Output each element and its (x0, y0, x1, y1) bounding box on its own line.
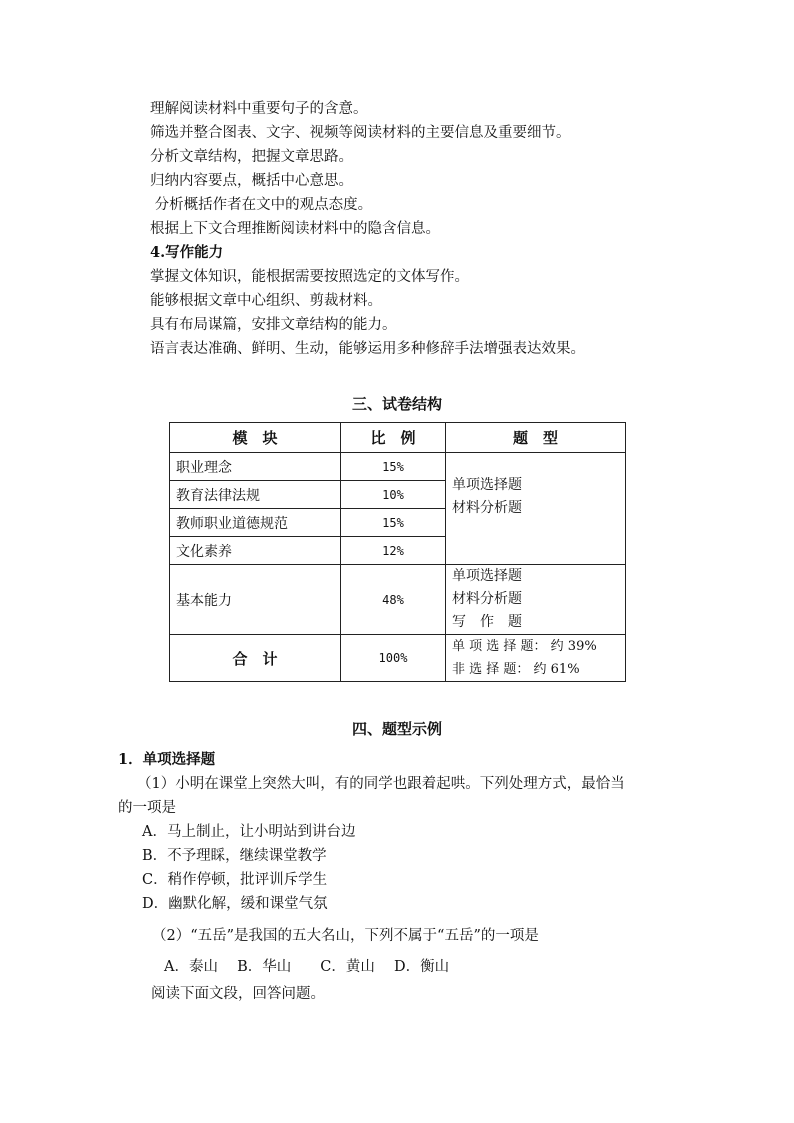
module-cell: 职业理念 (170, 453, 341, 481)
header-module: 模 块 (170, 423, 341, 453)
total-ratio: 100% (341, 635, 446, 682)
header-ratio: 比 例 (341, 423, 446, 453)
type-label: 材料分析题 (452, 591, 522, 607)
answer-option: C．稍作停顿，批评训斥学生 (142, 872, 328, 888)
writing-heading: 4.写作能力 (150, 244, 224, 261)
question-stem: （2）“五岳”是我国的五大名山，下列不属于“五岳”的一项是 (152, 928, 539, 944)
summary-line: 单 项 选 择 题： 约 39% (452, 639, 597, 654)
section-title: 三、试卷结构 (351, 395, 442, 413)
module-cell: 基本能力 (170, 565, 341, 635)
table-total-row (170, 635, 626, 682)
answer-option: A．马上制止，让小明站到讲台边 (142, 824, 356, 840)
total-label: 合 计 (170, 635, 341, 682)
ratio-cell: 15% (341, 509, 446, 537)
type-label: 材料分析题 (452, 500, 522, 516)
reading-item: 分析文章结构，把握文章思路。 (150, 149, 353, 165)
types-cell (446, 453, 626, 565)
answer-options: A．泰山 B．华山 C．黄山 D．衡山 (164, 959, 450, 975)
writing-item: 能够根据文章中心组织、剪裁材料。 (150, 293, 382, 309)
reading-item: 分析概括作者在文中的观点态度。 (150, 197, 373, 213)
type-label: 写 作 题 (452, 614, 522, 630)
type-label: 单项选择题 (452, 568, 522, 584)
section-title: 四、题型示例 (351, 720, 442, 738)
ratio-cell: 12% (341, 537, 446, 565)
type-label: 单项选择题 (452, 477, 522, 493)
reading-item: 理解阅读材料中重要句子的含意。 (150, 101, 368, 117)
total-summary (446, 635, 626, 682)
reading-item: 归纳内容要点，概括中心意思。 (150, 173, 353, 189)
structure-table (169, 422, 626, 682)
reading-item: 筛选并整合图表、文字、视频等阅读材料的主要信息及重要细节。 (150, 125, 571, 141)
summary-line: 非 选 择 题： 约 61% (452, 662, 580, 677)
question-stem: 的一项是 (118, 800, 176, 816)
module-cell: 文化素养 (170, 537, 341, 565)
writing-item: 具有布局谋篇，安排文章结构的能力。 (150, 317, 397, 333)
reading-item: 根据上下文合理推断阅读材料中的隐含信息。 (150, 221, 440, 237)
answer-option: D．幽默化解，缓和课堂气氛 (142, 896, 328, 912)
module-cell: 教育法律法规 (170, 481, 341, 509)
module-cell: 教师职业道德规范 (170, 509, 341, 537)
writing-item: 语言表达准确、鲜明、生动，能够运用多种修辞手法增强表达效果。 (150, 341, 585, 357)
question-stem: （1）小明在课堂上突然大叫，有的同学也跟着起哄。下列处理方式，最恰当 (137, 776, 625, 792)
table-row (170, 453, 626, 481)
table-header-row (170, 423, 626, 453)
writing-item: 掌握文体知识，能根据需要按照选定的文体写作。 (150, 269, 469, 285)
answer-option: B．不予理睬，继续课堂教学 (142, 848, 327, 864)
question-type-heading: 1．单项选择题 (118, 751, 216, 768)
reading-prompt: 阅读下面文段，回答问题。 (151, 986, 325, 1002)
table-row (170, 565, 626, 635)
ratio-cell: 48% (341, 565, 446, 635)
ratio-cell: 15% (341, 453, 446, 481)
types-cell (446, 565, 626, 635)
ratio-cell: 10% (341, 481, 446, 509)
header-type: 题 型 (446, 423, 626, 453)
